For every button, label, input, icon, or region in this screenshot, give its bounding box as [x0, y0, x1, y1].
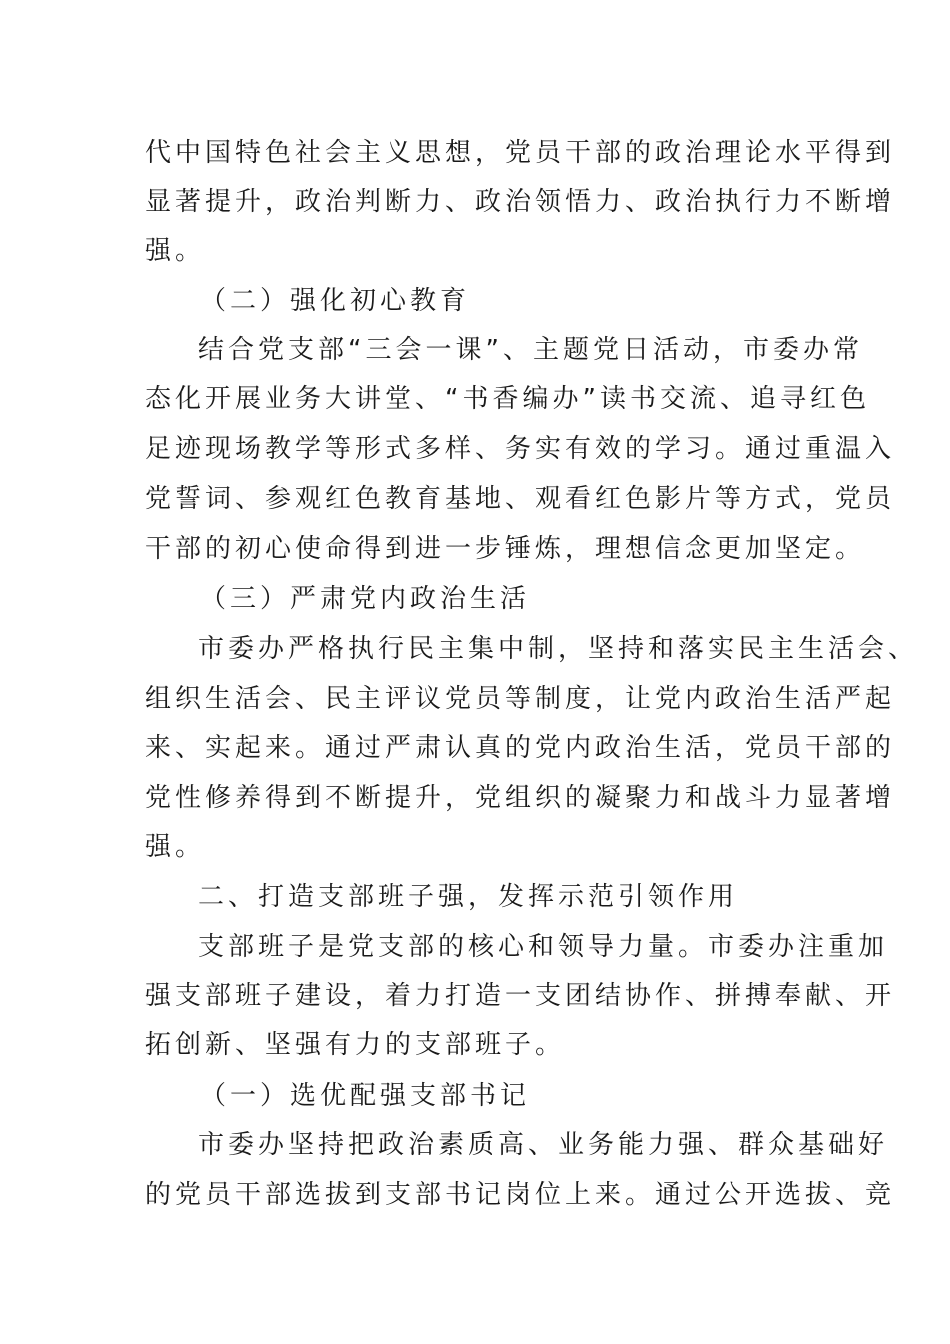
section-heading: （三）严肃党内政治生活: [200, 584, 531, 614]
text-line: 强。: [145, 832, 206, 862]
text-line: 结合党支部“三会一课”、主题党日活动，市委办常: [198, 335, 863, 365]
section-heading: （一）选优配强支部书记: [200, 1081, 531, 1111]
text-line: 党性修养得到不断提升，党组织的凝聚力和战斗力显著增: [145, 783, 896, 813]
text-line: 支部班子是党支部的核心和领导力量。市委办注重加: [198, 932, 889, 962]
text-line: 显著提升，政治判断力、政治领悟力、政治执行力不断增: [145, 187, 896, 217]
text-line: 干部的初心使命得到进一步锤炼，理想信念更加坚定。: [145, 534, 866, 564]
text-line: 强。: [145, 236, 206, 266]
section-heading: （二）强化初心教育: [200, 286, 471, 316]
text-line: 拓创新、坚强有力的支部班子。: [145, 1030, 566, 1060]
text-line: 市委办严格执行民主集中制，坚持和落实民主生活会、: [198, 634, 919, 664]
text-line: 的党员干部选拔到支部书记岗位上来。通过公开选拔、竞: [145, 1180, 896, 1210]
text-line: 市委办坚持把政治素质高、业务能力强、群众基础好: [198, 1130, 889, 1160]
text-line: 强支部班子建设，着力打造一支团结协作、拼搏奉献、开: [145, 981, 896, 1011]
text-line: 足迹现场教学等形式多样、务实有效的学习。通过重温入: [145, 434, 896, 464]
text-line: 党誓词、参观红色教育基地、观看红色影片等方式，党员: [145, 484, 896, 514]
text-line: 组织生活会、民主评议党员等制度，让党内政治生活严起: [145, 684, 896, 714]
text-line: 来、实起来。通过严肃认真的党内政治生活，党员干部的: [145, 733, 896, 763]
section-heading: 二、打造支部班子强，发挥示范引领作用: [198, 882, 739, 912]
text-line: 态化开展业务大讲堂、“书香编办”读书交流、追寻红色: [145, 384, 870, 414]
text-line: 代中国特色社会主义思想，党员干部的政治理论水平得到: [145, 138, 896, 168]
